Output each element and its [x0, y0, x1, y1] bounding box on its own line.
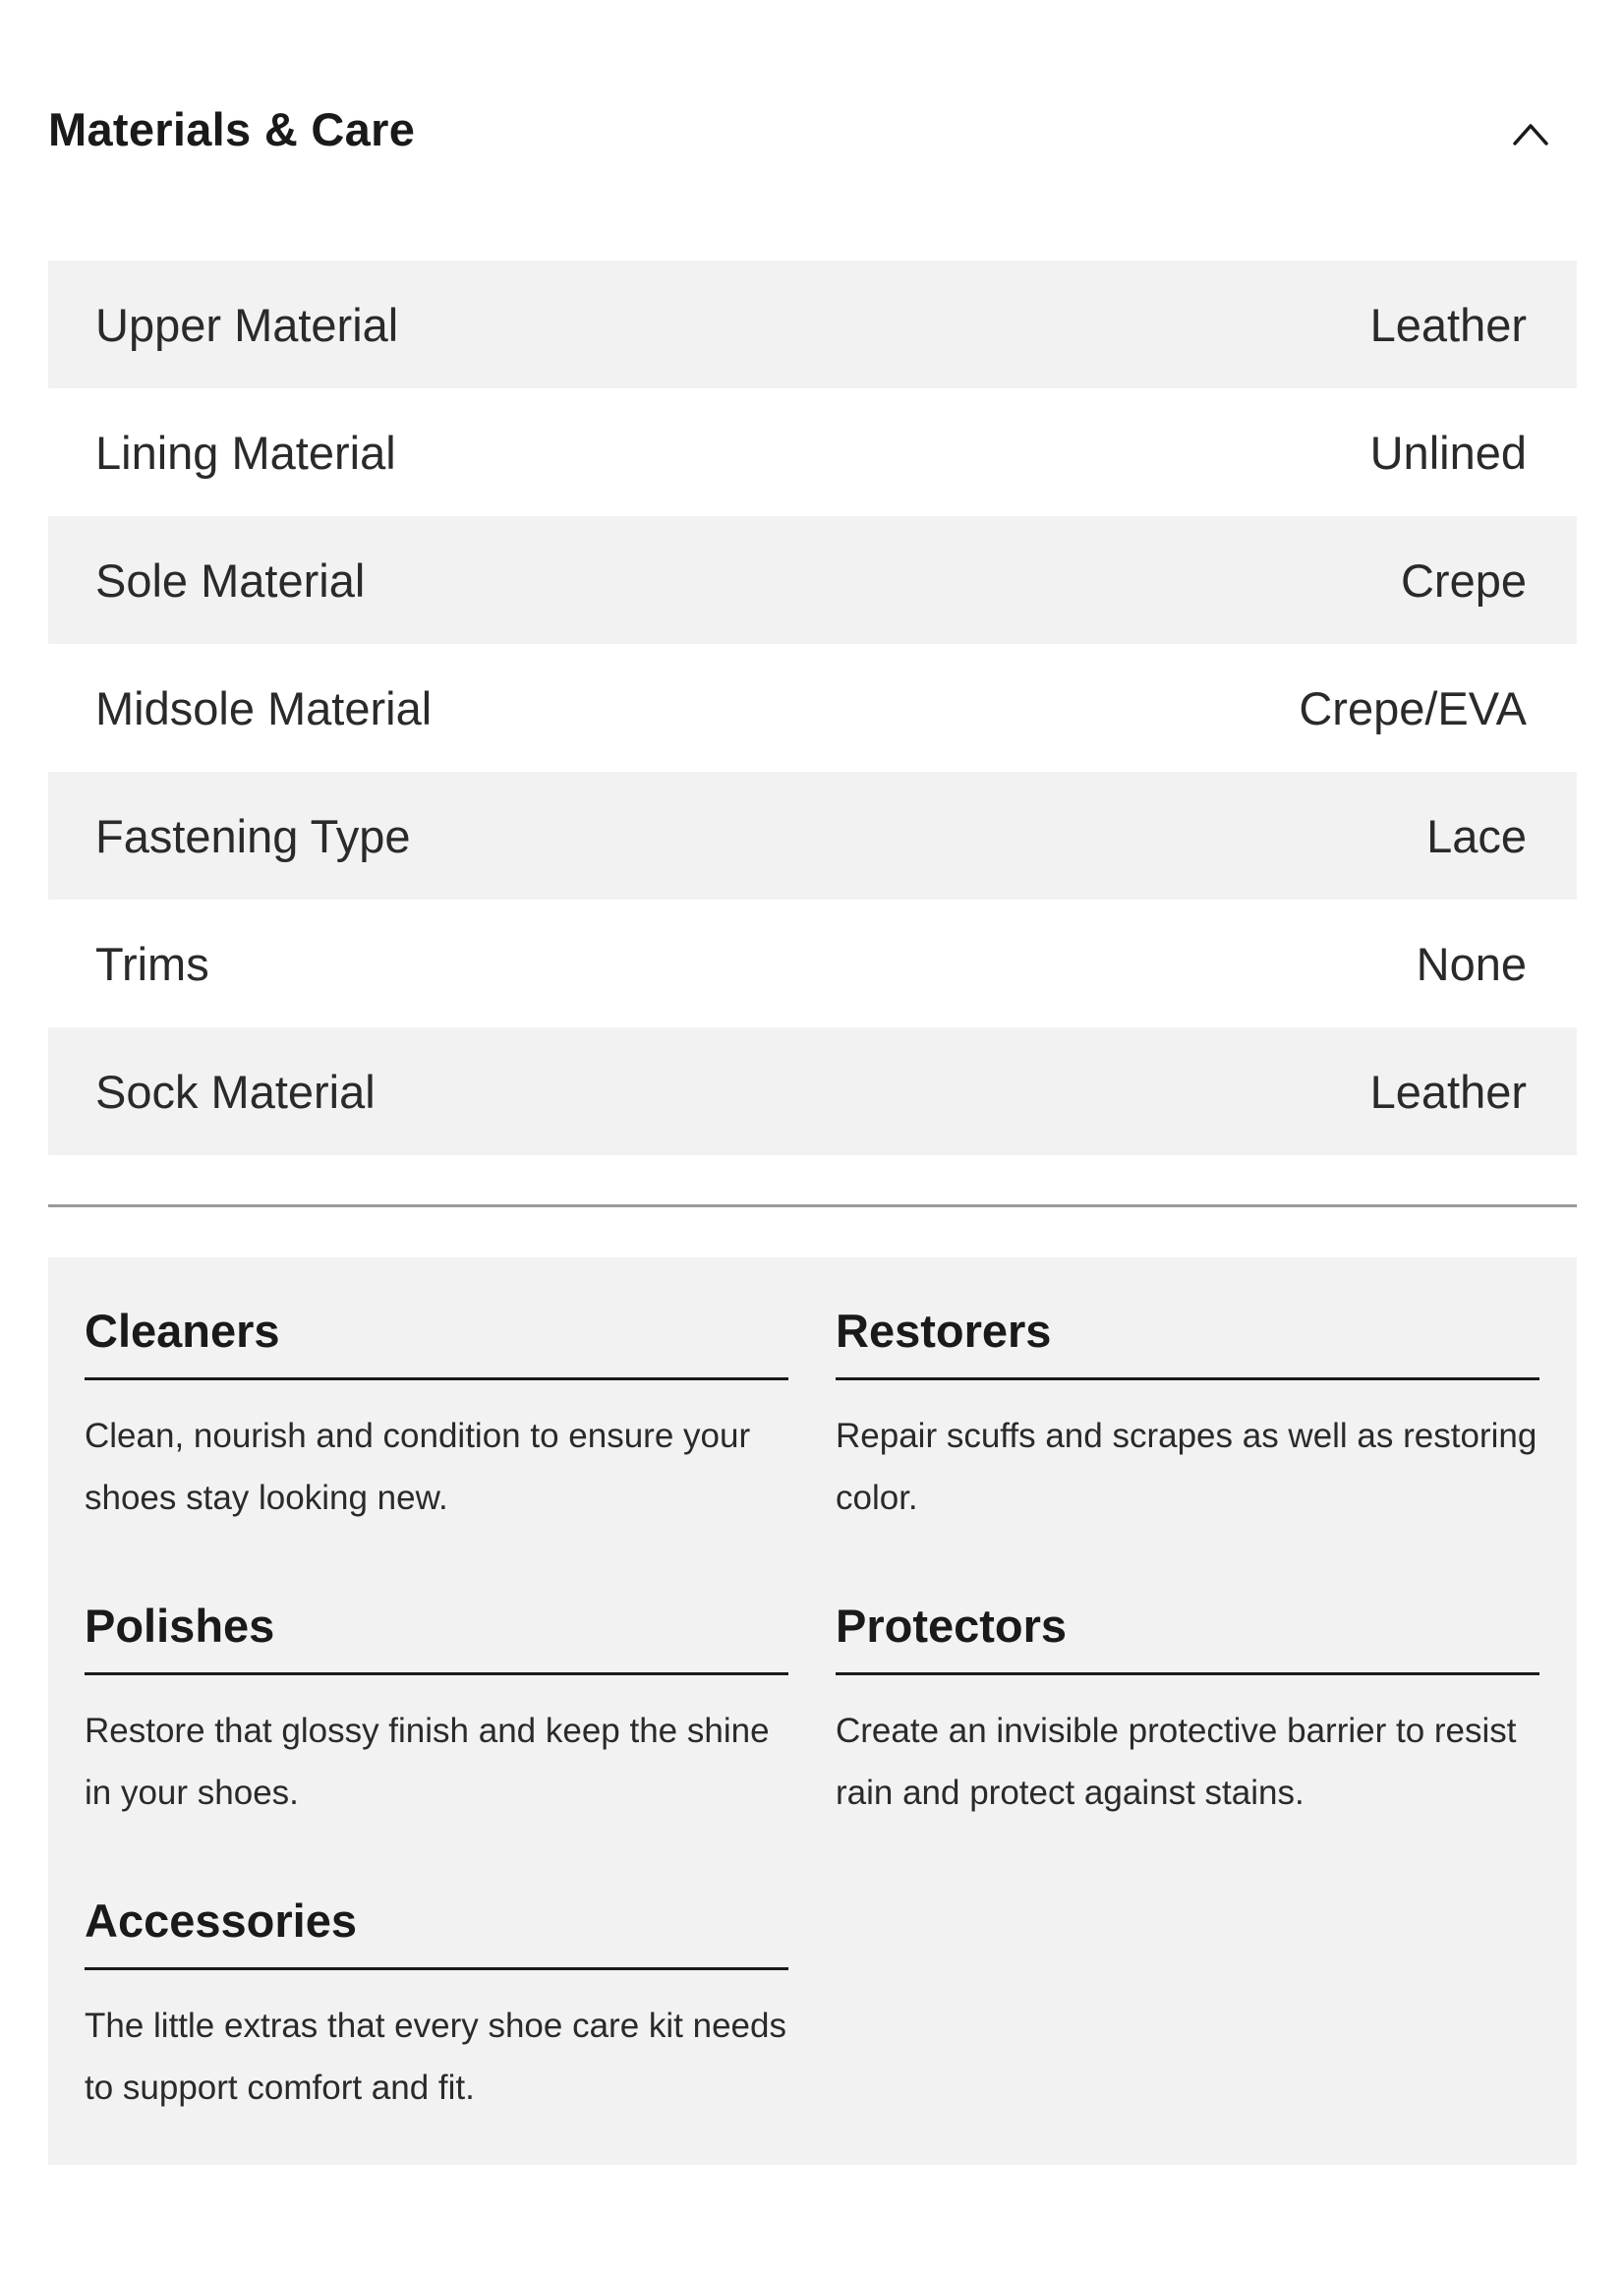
spec-value: None: [1416, 937, 1527, 990]
care-card-protectors[interactable]: [836, 1597, 1539, 1892]
care-description: Create an invisible protective barrier to resist rain and protect against stains.: [836, 1712, 1517, 1812]
accordion-title: Materials & Care: [48, 103, 416, 155]
spec-table: [48, 261, 1577, 1155]
section-divider: [48, 1204, 1577, 1207]
care-title[interactable]: Restorers: [836, 1302, 1539, 1380]
care-description: Restore that glossy finish and keep the shine in your shoes.: [85, 1712, 770, 1812]
chevron-up-icon[interactable]: [1512, 118, 1549, 147]
care-description: The little extras that every shoe care kit needs to support comfort and fit.: [85, 2007, 786, 2107]
care-panel: [48, 1257, 1577, 2165]
spec-row: [48, 388, 1577, 516]
spec-label: Midsole Material: [95, 681, 433, 734]
care-title[interactable]: Protectors: [836, 1597, 1539, 1675]
care-title[interactable]: Accessories: [85, 1892, 788, 1970]
care-description: Repair scuffs and scrapes as well as restoring color.: [836, 1417, 1537, 1517]
spec-label: Fastening Type: [95, 809, 411, 862]
spec-value: Leather: [1369, 1065, 1527, 1118]
spec-row: [48, 261, 1577, 388]
spec-row: [48, 900, 1577, 1027]
care-card-polishes[interactable]: [85, 1597, 788, 1892]
spec-value: Crepe/EVA: [1299, 681, 1527, 734]
spec-row: [48, 516, 1577, 644]
spec-label: Lining Material: [95, 426, 396, 479]
care-description: Clean, nourish and condition to ensure your shoes stay looking new.: [85, 1417, 751, 1517]
spec-value: Leather: [1369, 298, 1527, 351]
spec-row: [48, 1027, 1577, 1155]
spec-value: Unlined: [1369, 426, 1527, 479]
spec-label: Sole Material: [95, 554, 366, 607]
spec-value: Lace: [1426, 809, 1527, 862]
care-card-restorers[interactable]: [836, 1302, 1539, 1597]
care-card-cleaners[interactable]: [85, 1302, 788, 1597]
accordion-header[interactable]: [48, 0, 1577, 261]
spec-label: Sock Material: [95, 1065, 376, 1118]
care-title[interactable]: Cleaners: [85, 1302, 788, 1380]
spec-row: [48, 772, 1577, 900]
spec-value: Crepe: [1400, 554, 1527, 607]
materials-care-section: [48, 0, 1577, 2165]
care-title[interactable]: Polishes: [85, 1597, 788, 1675]
care-card-accessories[interactable]: [85, 1892, 788, 2187]
spec-label: Upper Material: [95, 298, 399, 351]
spec-row: [48, 644, 1577, 772]
spec-label: Trims: [95, 937, 209, 990]
